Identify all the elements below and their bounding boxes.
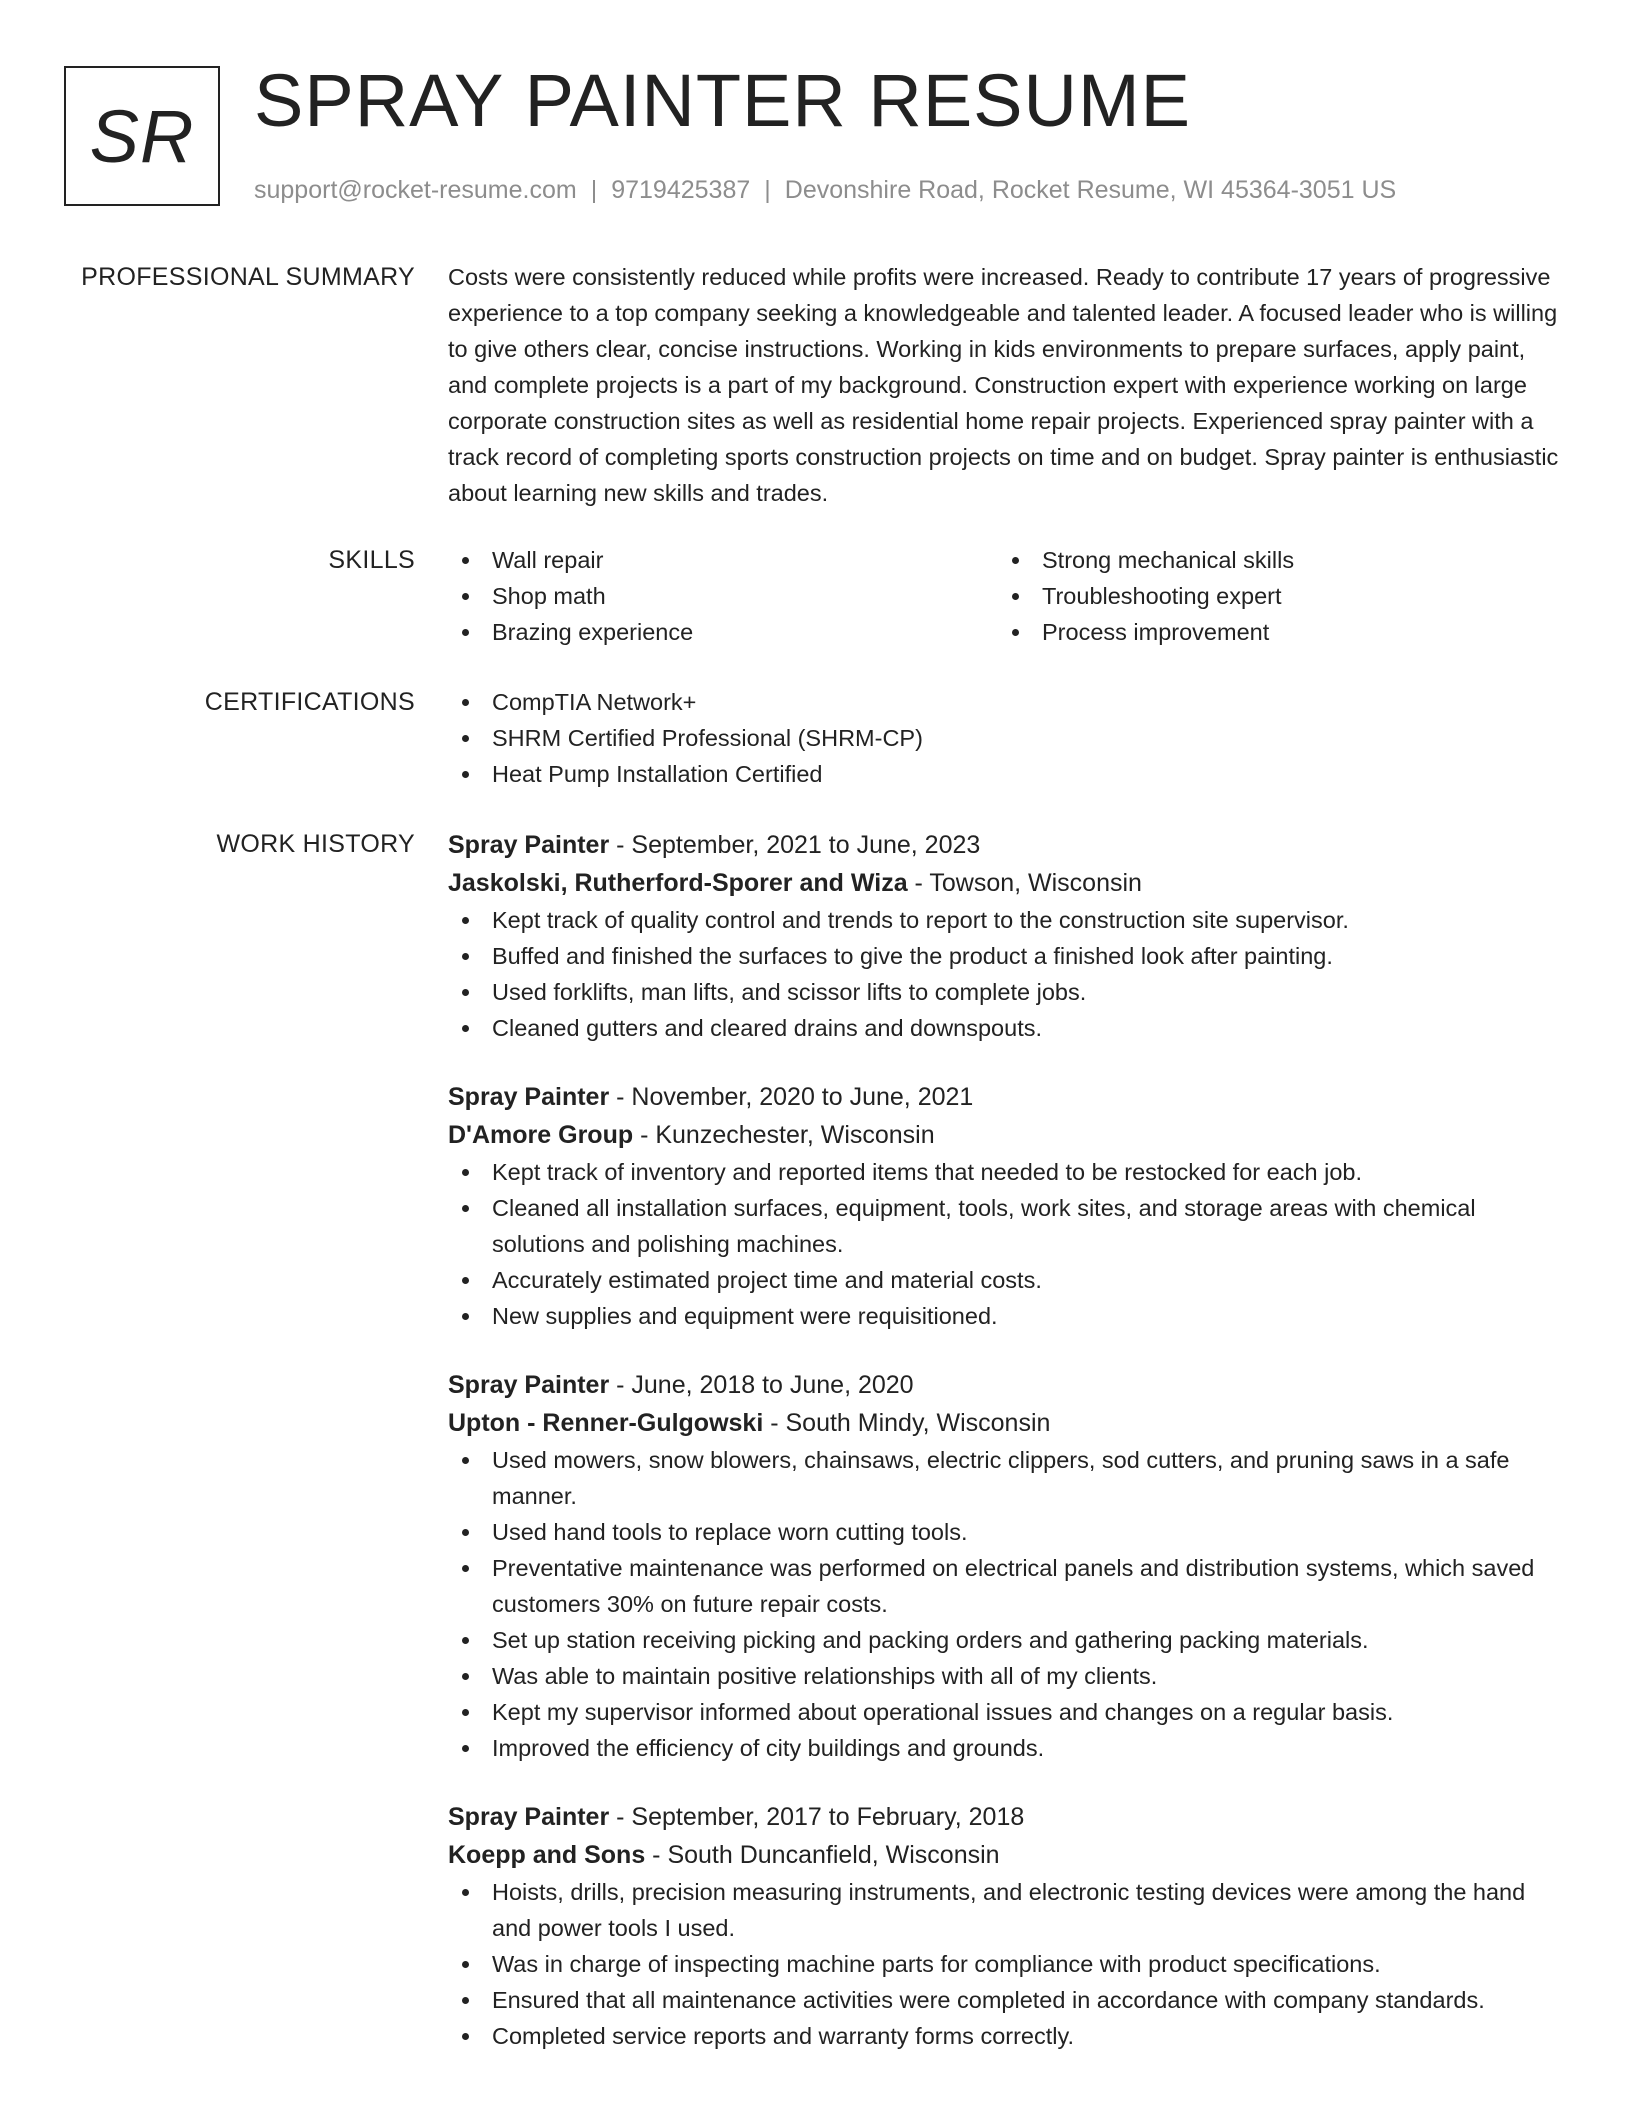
job-bullet: Cleaned gutters and cleared drains and downspouts.	[448, 1010, 1568, 1046]
work-history-body	[448, 826, 1568, 2086]
job-bullet: Buffed and finished the surfaces to give the product a finished look after painting.	[448, 938, 1568, 974]
job-bullet: Kept track of quality control and trends to report to the construction site supervisor.	[448, 902, 1568, 938]
contact-phone[interactable]: 9719425387	[611, 176, 751, 204]
job-bullet-list	[448, 1442, 1568, 1766]
job-dates: - November, 2020 to June, 2021	[609, 1083, 974, 1111]
skills-list-right	[998, 542, 1548, 650]
job-bullet: Was in charge of inspecting machine parts for compliance with product specifications.	[448, 1946, 1568, 1982]
job-company: Upton - Renner-Gulgowski	[448, 1409, 764, 1437]
skill-item: Brazing experience	[448, 614, 998, 650]
certification-item: SHRM Certified Professional (SHRM-CP)	[448, 720, 1568, 756]
job-bullet-list	[448, 1874, 1568, 2054]
skills-grid	[448, 542, 1568, 650]
job-bullet: Accurately estimated project time and material costs.	[448, 1262, 1568, 1298]
contact-address: Devonshire Road, Rocket Resume, WI 45364-3051 US	[784, 176, 1397, 204]
job-title-line	[448, 826, 1568, 864]
job-company: Koepp and Sons	[448, 1841, 646, 1869]
job-location: - South Duncanfield, Wisconsin	[645, 1841, 1000, 1869]
job-title-line	[448, 1366, 1568, 1404]
job-location: - Kunzechester, Wisconsin	[633, 1121, 935, 1149]
certifications-heading: CERTIFICATIONS	[204, 688, 415, 716]
skill-item: Shop math	[448, 578, 998, 614]
job-bullet: Preventative maintenance was performed on electrical panels and distribution systems, which saved customers 30% on future repair costs.	[448, 1550, 1568, 1622]
job-bullet-list	[448, 1154, 1568, 1334]
job-dates: - September, 2017 to February, 2018	[609, 1803, 1025, 1831]
job-bullet: Kept track of inventory and reported items that needed to be restocked for each job.	[448, 1154, 1568, 1190]
contact-line	[254, 172, 1396, 208]
job-entry	[448, 1366, 1568, 1766]
work-history-heading: WORK HISTORY	[216, 830, 415, 858]
job-bullet: Was able to maintain positive relationships with all of my clients.	[448, 1658, 1568, 1694]
job-title: Spray Painter	[448, 1083, 610, 1111]
job-bullet: Hoists, drills, precision measuring instruments, and electronic testing devices were among the hand and power tools I used.	[448, 1874, 1568, 1946]
job-bullet: Used mowers, snow blowers, chainsaws, electric clippers, sod cutters, and pruning saws in a safe manner.	[448, 1442, 1568, 1514]
job-dates: - June, 2018 to June, 2020	[609, 1371, 914, 1399]
certifications-body	[448, 684, 1568, 792]
job-bullet: Used forklifts, man lifts, and scissor lifts to complete jobs.	[448, 974, 1568, 1010]
certification-item: Heat Pump Installation Certified	[448, 756, 1568, 792]
contact-separator: |	[764, 176, 771, 204]
job-company: Jaskolski, Rutherford-Sporer and Wiza	[448, 869, 908, 897]
monogram-initials: SR	[89, 94, 195, 178]
summary-text: Costs were consistently reduced while profits were increased. Ready to contribute 17 years of progressive experience to a top company seeking a knowledgeable and talented leader. A focused leader who is willing to give others clear, concise instructions. Working in kids environments to prepare surfaces, apply paint, and complete projects is a part of my background. Construction expert with experience working on large corporate construction sites as well as residential home repair projects. Experienced spray painter with a track record of completing sports construction projects on time and on budget. Spray painter is enthusiastic about learning new skills and trades.	[448, 264, 1559, 506]
job-title: Spray Painter	[448, 831, 610, 859]
job-title: Spray Painter	[448, 1371, 610, 1399]
summary-heading: PROFESSIONAL SUMMARY	[81, 263, 415, 291]
job-title-line	[448, 1798, 1568, 1836]
job-title-line	[448, 1078, 1568, 1116]
job-entry	[448, 826, 1568, 1046]
job-company: D'Amore Group	[448, 1121, 634, 1149]
resume-title: SPRAY PAINTER RESUME	[254, 59, 1191, 142]
job-entry	[448, 1798, 1568, 2054]
job-company-line	[448, 1116, 1568, 1154]
contact-email[interactable]: support@rocket-resume.com	[254, 176, 577, 204]
skills-heading: SKILLS	[328, 546, 415, 574]
job-bullet: Completed service reports and warranty forms correctly.	[448, 2018, 1568, 2054]
skills-list-left	[448, 542, 998, 650]
contact-separator: |	[590, 176, 598, 204]
certifications-list	[448, 684, 1568, 792]
job-bullet: Ensured that all maintenance activities were completed in accordance with company standards.	[448, 1982, 1568, 2018]
job-bullet: Cleaned all installation surfaces, equipment, tools, work sites, and storage areas with chemical solutions and polishing machines.	[448, 1190, 1568, 1262]
job-title: Spray Painter	[448, 1803, 610, 1831]
job-company-line	[448, 1404, 1568, 1442]
job-location: - South Mindy, Wisconsin	[763, 1409, 1051, 1437]
skill-item: Strong mechanical skills	[998, 542, 1548, 578]
skill-item: Wall repair	[448, 542, 998, 578]
certification-item: CompTIA Network+	[448, 684, 1568, 720]
job-bullet-list	[448, 902, 1568, 1046]
skill-item: Troubleshooting expert	[998, 578, 1548, 614]
summary-body	[448, 259, 1568, 511]
job-company-line	[448, 1836, 1568, 1874]
job-entry	[448, 1078, 1568, 1334]
job-bullet: Used hand tools to replace worn cutting tools.	[448, 1514, 1568, 1550]
job-location: - Towson, Wisconsin	[907, 869, 1142, 897]
skill-item: Process improvement	[998, 614, 1548, 650]
job-bullet: Improved the efficiency of city buildings and grounds.	[448, 1730, 1568, 1766]
monogram-logo	[64, 66, 220, 206]
job-dates: - September, 2021 to June, 2023	[609, 831, 981, 859]
job-bullet: Kept my supervisor informed about operational issues and changes on a regular basis.	[448, 1694, 1568, 1730]
job-company-line	[448, 864, 1568, 902]
job-bullet: Set up station receiving picking and packing orders and gathering packing materials.	[448, 1622, 1568, 1658]
skills-body	[448, 542, 1568, 650]
job-bullet: New supplies and equipment were requisitioned.	[448, 1298, 1568, 1334]
